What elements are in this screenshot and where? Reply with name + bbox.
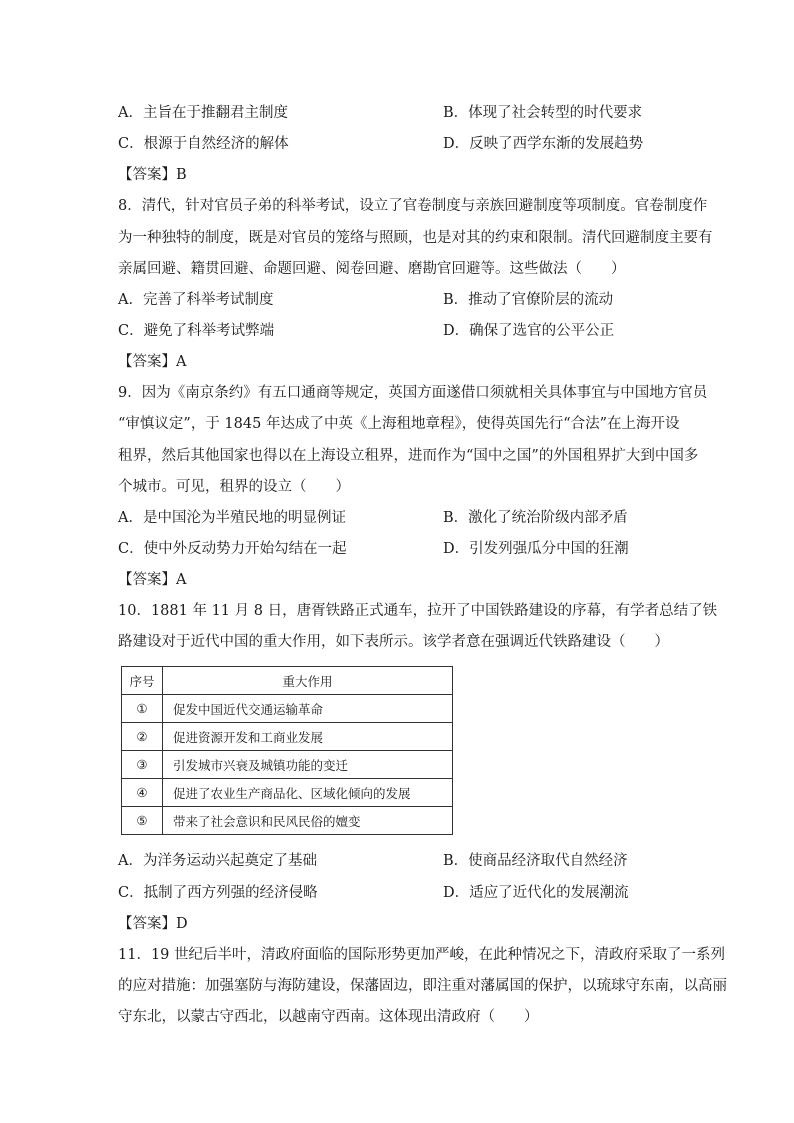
table-cell-effect: 带来了社会意识和民风民俗的嬗变 — [163, 807, 453, 835]
table-cell-effect: 引发城市兴衰及城镇功能的变迁 — [163, 751, 453, 779]
q8-text-line-3: 亲属回避、籍贯回避、命题回避、阅卷回避、磨勘官回避等。这些做法（ ） — [118, 261, 626, 277]
q10-option-a: A．为洋务运动兴起奠定了基础 — [118, 853, 317, 869]
table-cell-number: ④ — [122, 779, 163, 807]
q8-answer: 【答案】A — [118, 354, 187, 370]
table-cell-effect: 促进了农业生产商品化、区域化倾向的发展 — [163, 779, 453, 807]
q10-option-b: B．使商品经济取代自然经济 — [443, 853, 628, 869]
q9-text-line-1: 9．因为《南京条约》有五口通商等规定，英国方面遂借口须就相关具体事宜与中国地方官员 — [118, 385, 708, 401]
table-row — [122, 779, 453, 807]
q9-option-a: A．是中国沦为半殖民地的明显例证 — [118, 510, 346, 526]
q7-option-d: D．反映了西学东渐的发展趋势 — [443, 136, 644, 152]
q8-text-line-2: 为一种独特的制度，既是对官员的笼络与照顾，也是对其的约束和限制。清代回避制度主要有 — [118, 230, 713, 246]
q10-text-line-2: 路建设对于近代中国的重大作用，如下表所示。该学者意在强调近代铁路建设（ ） — [118, 634, 669, 650]
q11-text-line-1: 11．19 世纪后半叶，清政府面临的国际形势更加严峻，在此种情况之下，清政府采取了一系列 — [118, 947, 726, 963]
q11-text-line-3: 守东北，以蒙古守西北，以越南守西南。这体现出清政府（ ） — [118, 1009, 539, 1025]
table-header-row — [122, 667, 453, 695]
table-cell-number: ③ — [122, 751, 163, 779]
table-cell-number: ① — [122, 695, 163, 723]
q8-option-b: B．推动了官僚阶层的流动 — [443, 292, 614, 308]
q9-text-line-4: 个城市。可见，租界的设立（ ） — [118, 479, 350, 495]
q8-option-a: A．完善了科举考试制度 — [118, 292, 274, 308]
q9-answer: 【答案】A — [118, 572, 187, 588]
q11-text-line-2: 的应对措施：加强塞防与海防建设，保藩固边，即注重对藩属国的保护，以琉球守东南，以高丽 — [118, 978, 727, 994]
q8-text-line-1: 8．清代，针对官员子弟的科举考试，设立了官卷制度与亲族回避制度等项制度。官卷制度作 — [118, 198, 708, 214]
q10-answer: 【答案】D — [118, 916, 188, 932]
table-cell-number: ② — [122, 723, 163, 751]
q8-option-c: C．避免了科举考试弊端 — [118, 323, 275, 339]
table-header-effect: 重大作用 — [163, 667, 453, 695]
railway-effects-table — [121, 666, 453, 835]
table-row — [122, 807, 453, 835]
table-cell-effect: 促发中国近代交通运输革命 — [163, 695, 453, 723]
q8-option-d: D．确保了选官的公平公正 — [443, 323, 615, 339]
q7-option-a: A．主旨在于推翻君主制度 — [118, 105, 288, 121]
table-row — [122, 695, 453, 723]
q7-answer: 【答案】B — [118, 167, 187, 183]
q7-option-c: C．根源于自然经济的解体 — [118, 136, 289, 152]
q9-option-d: D．引发列强瓜分中国的狂潮 — [443, 541, 629, 557]
q10-option-c: C．抵制了西方列强的经济侵略 — [118, 885, 318, 901]
q9-text-line-2: “审慎议定”，于 1845 年达成了中英《上海租地章程》，使得英国先行“合法”在上海开设 — [118, 416, 680, 432]
table-row — [122, 751, 453, 779]
table-cell-number: ⑤ — [122, 807, 163, 835]
q10-text-line-1: 10．1881 年 11 月 8 日，唐胥铁路正式通车，拉开了中国铁路建设的序幕，有学者总结了铁 — [118, 603, 718, 619]
q10-option-d: D．适应了近代化的发展潮流 — [443, 885, 629, 901]
table-header-number: 序号 — [122, 667, 163, 695]
q7-option-b: B．体现了社会转型的时代要求 — [443, 105, 643, 121]
table-row — [122, 723, 453, 751]
q9-option-b: B．激化了统治阶级内部矛盾 — [443, 510, 628, 526]
q9-text-line-3: 租界，然后其他国家也得以在上海设立租界，进而作为“国中之国”的外国租界扩大到中国多 — [118, 448, 699, 464]
q9-option-c: C．使中外反动势力开始勾结在一起 — [118, 541, 347, 557]
table-cell-effect: 促进资源开发和工商业发展 — [163, 723, 453, 751]
